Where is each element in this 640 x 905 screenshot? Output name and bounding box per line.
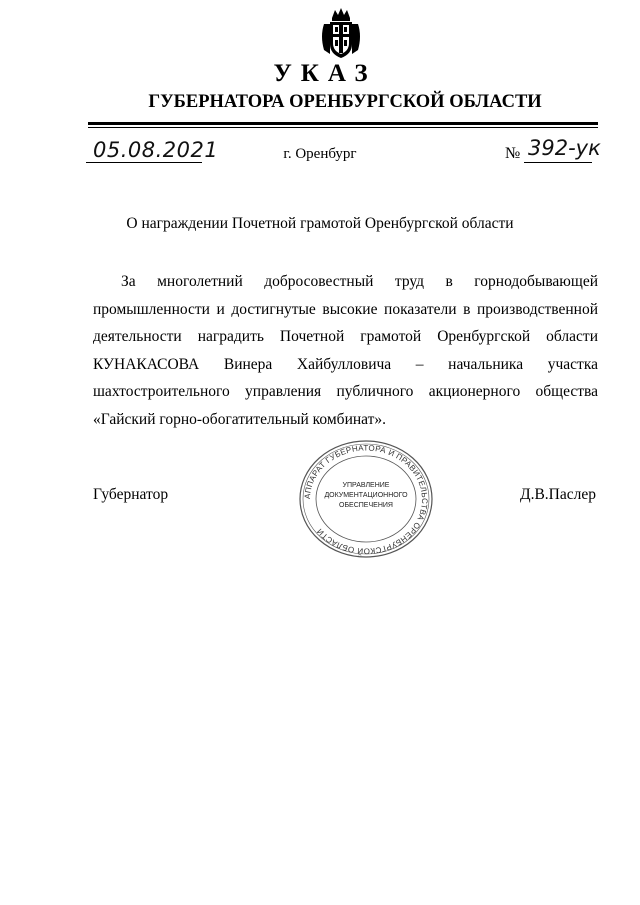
coat-of-arms-icon — [318, 6, 364, 60]
number-underline — [524, 162, 592, 163]
document-city: г. Оренбург — [283, 146, 357, 162]
svg-text:АППАРАТ ГУБЕРНАТОРА И ПРАВИТЕЛ — [303, 443, 429, 555]
seal-center-line-2: ДОКУМЕНТАЦИОННОГО — [324, 492, 408, 499]
document-subject: О награждении Почетной грамотой Оренбургской области — [126, 215, 514, 232]
seal-ring-text: АППАРАТ ГУБЕРНАТОРА И ПРАВИТЕЛЬСТВА ОРЕНБУРГСКОЙ ОБЛАСТИ — [302, 443, 430, 556]
seal-center-line-1: УПРАВЛЕНИЕ — [342, 482, 390, 489]
header-rule-thick — [88, 122, 598, 125]
signer-name: Д.В.Паслер — [520, 486, 596, 503]
document-body: За многолетний добросовестный труд в горнодобывающей промышленности и достигнутые высокие показатели в производственной деятельности наградить Почетной грамотой Оренбургской области КУНАКАСОВА Винера Хайбулловича – начальника участка шахтостроительного управления публичного акционерного общества «Гайский горно-обогатительный комбинат». — [93, 273, 598, 428]
number-sign: № — [505, 145, 521, 162]
issuer-title: ГУБЕРНАТОРА ОРЕНБУРГСКОЙ ОБЛАСТИ — [148, 92, 542, 112]
signer-title: Губернатор — [93, 486, 169, 503]
official-seal-icon — [296, 438, 436, 560]
document-number: 392-ук — [528, 136, 601, 160]
document-type-title: УКАЗ — [273, 60, 377, 87]
document-date: 05.08.2021 — [93, 138, 219, 162]
header-rule-thin — [88, 127, 598, 128]
seal-center-line-3: ОБЕСПЕЧЕНИЯ — [339, 502, 393, 509]
